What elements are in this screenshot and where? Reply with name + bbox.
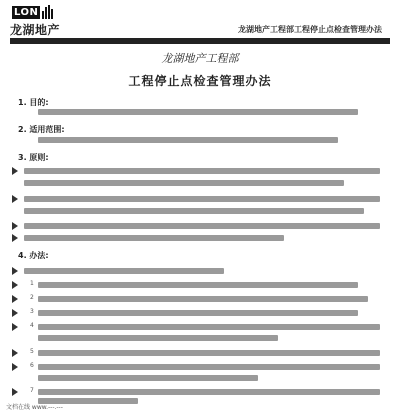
- section-heading: 2. 适用范围:: [18, 125, 65, 134]
- item-number: 6: [30, 362, 34, 369]
- logo-name: 龙湖地产: [10, 23, 61, 37]
- bullet-icon: [12, 167, 18, 175]
- item-number: 1: [30, 280, 34, 287]
- bullet-icon: [12, 281, 18, 289]
- text-line: [24, 180, 344, 186]
- bullet-icon: [12, 363, 18, 371]
- text-line: [38, 364, 380, 370]
- item-number: 3: [30, 308, 34, 315]
- text-line: [38, 137, 338, 143]
- bullet-icon: [12, 309, 18, 317]
- text-line: [38, 282, 358, 288]
- text-line: [38, 296, 368, 302]
- item-number: 2: [30, 294, 34, 301]
- item-number: 5: [30, 348, 34, 355]
- text-line: [38, 375, 258, 381]
- text-line: [38, 350, 380, 356]
- text-line: [38, 310, 358, 316]
- header-rule: [10, 38, 390, 44]
- bullet-icon: [12, 349, 18, 357]
- bullet-icon: [12, 388, 18, 396]
- bullet-icon: [12, 323, 18, 331]
- bullet-icon: [12, 267, 18, 275]
- text-line: [38, 335, 278, 341]
- text-line: [24, 196, 380, 202]
- page-footer: 文档在线 www.---.---: [6, 404, 63, 411]
- text-line: [24, 208, 364, 214]
- logo-bars-icon: [42, 5, 53, 19]
- document-title: 工程停止点检查管理办法: [128, 74, 272, 88]
- text-line: [24, 235, 284, 241]
- text-line: [24, 223, 380, 229]
- bullet-icon: [12, 195, 18, 203]
- bullet-icon: [12, 222, 18, 230]
- section-heading: 3. 原则:: [18, 153, 49, 162]
- item-number: 7: [30, 387, 34, 394]
- text-line: [24, 268, 224, 274]
- page-header: [10, 4, 390, 48]
- section-heading: 4. 办法:: [18, 251, 49, 260]
- item-number: 4: [30, 322, 34, 329]
- bullet-icon: [12, 234, 18, 242]
- text-line: [38, 324, 380, 330]
- header-title: 龙湖地产工程部工程停止点检查管理办法: [238, 25, 382, 34]
- section-heading: 1. 目的:: [18, 98, 49, 107]
- logo-brand: LON: [14, 6, 39, 18]
- text-line: [24, 168, 380, 174]
- text-line: [38, 389, 380, 395]
- bullet-icon: [12, 295, 18, 303]
- text-line: [38, 109, 358, 115]
- document-org: 龙湖地产工程部: [161, 52, 239, 65]
